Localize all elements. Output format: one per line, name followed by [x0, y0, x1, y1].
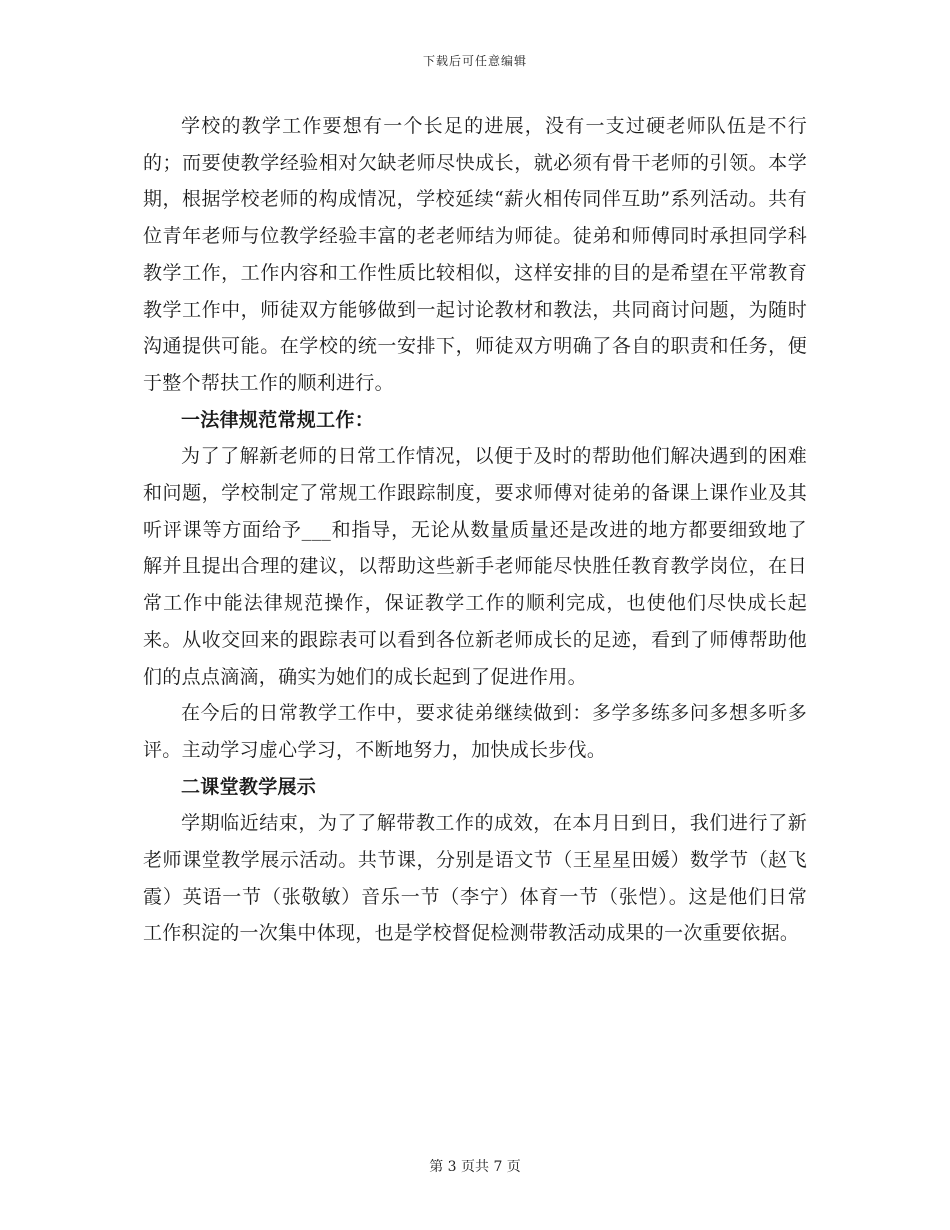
page-footer: 第 3 页共 7 页: [429, 1159, 521, 1175]
paragraph-intro: 学校的教学工作要想有一个长足的进展，没有一支过硬老师队伍是不行的；而要使教学经验相对欠缺老师尽快成长，就必须有骨干老师的引领。本学期，根据学校老师的构成情况，学校延续“薪火相传同伴互助”系列活动。共有位青年老师与位教学经验丰富的老老师结为师徒。徒弟和师傅同时承担同学科教学工作，工作内容和工作性质比较相似，这样安排的目的是希望在平常教育教学工作中，师徒双方能够做到一起讨论教材和教法，共同商讨问题，为随时沟通提供可能。在学校的统一安排下，师徒双方明确了各自的职责和任务，便于整个帮扶工作的顺利进行。: [143, 115, 807, 394]
section-heading-2: 二课堂教学展示: [181, 775, 317, 798]
section-heading-1: 一法律规范常规工作：: [181, 408, 375, 431]
paragraph-routine-work: 为了了解新老师的日常工作情况，以便于及时的帮助他们解决遇到的困难和问题，学校制定了常规工作跟踪制度，要求师傅对徒弟的备课上课作业及其听评课等方面给予___和指导，无论从数量质量还是改进的地方都要细致地了解并且提出合理的建议，以帮助这些新手老师能尽快胜任教育教学岗位，在日常工作中能法律规范操作，保证教学工作的顺利完成，也使他们尽快成长起来。从收交回来的跟踪表可以看到各位新老师成长的足迹，看到了师傅帮助他们的点点滴滴，确实为她们的成长起到了促进作用。: [143, 445, 807, 688]
paragraph-future-work: 在今后的日常教学工作中，要求徒弟继续做到：多学多练多问多想多听多评。主动学习虚心学习，不断地努力，加快成长步伐。: [143, 702, 807, 761]
document-body: [143, 108, 807, 952]
page-header: 下载后可任意编辑: [422, 54, 527, 68]
paragraph-classroom-showcase: 学期临近结束，为了了解带教工作的成效，在本月日到日，我们进行了新老师课堂教学展示活动。共节课，分别是语文节（王星星田媛）数学节（赵飞霞）英语一节（张敬敏）音乐一节（李宁）体育一节（张恺）。这是他们日常工作积淀的一次集中体现，也是学校督促检测带教活动成果的一次重要依据。: [143, 812, 807, 945]
